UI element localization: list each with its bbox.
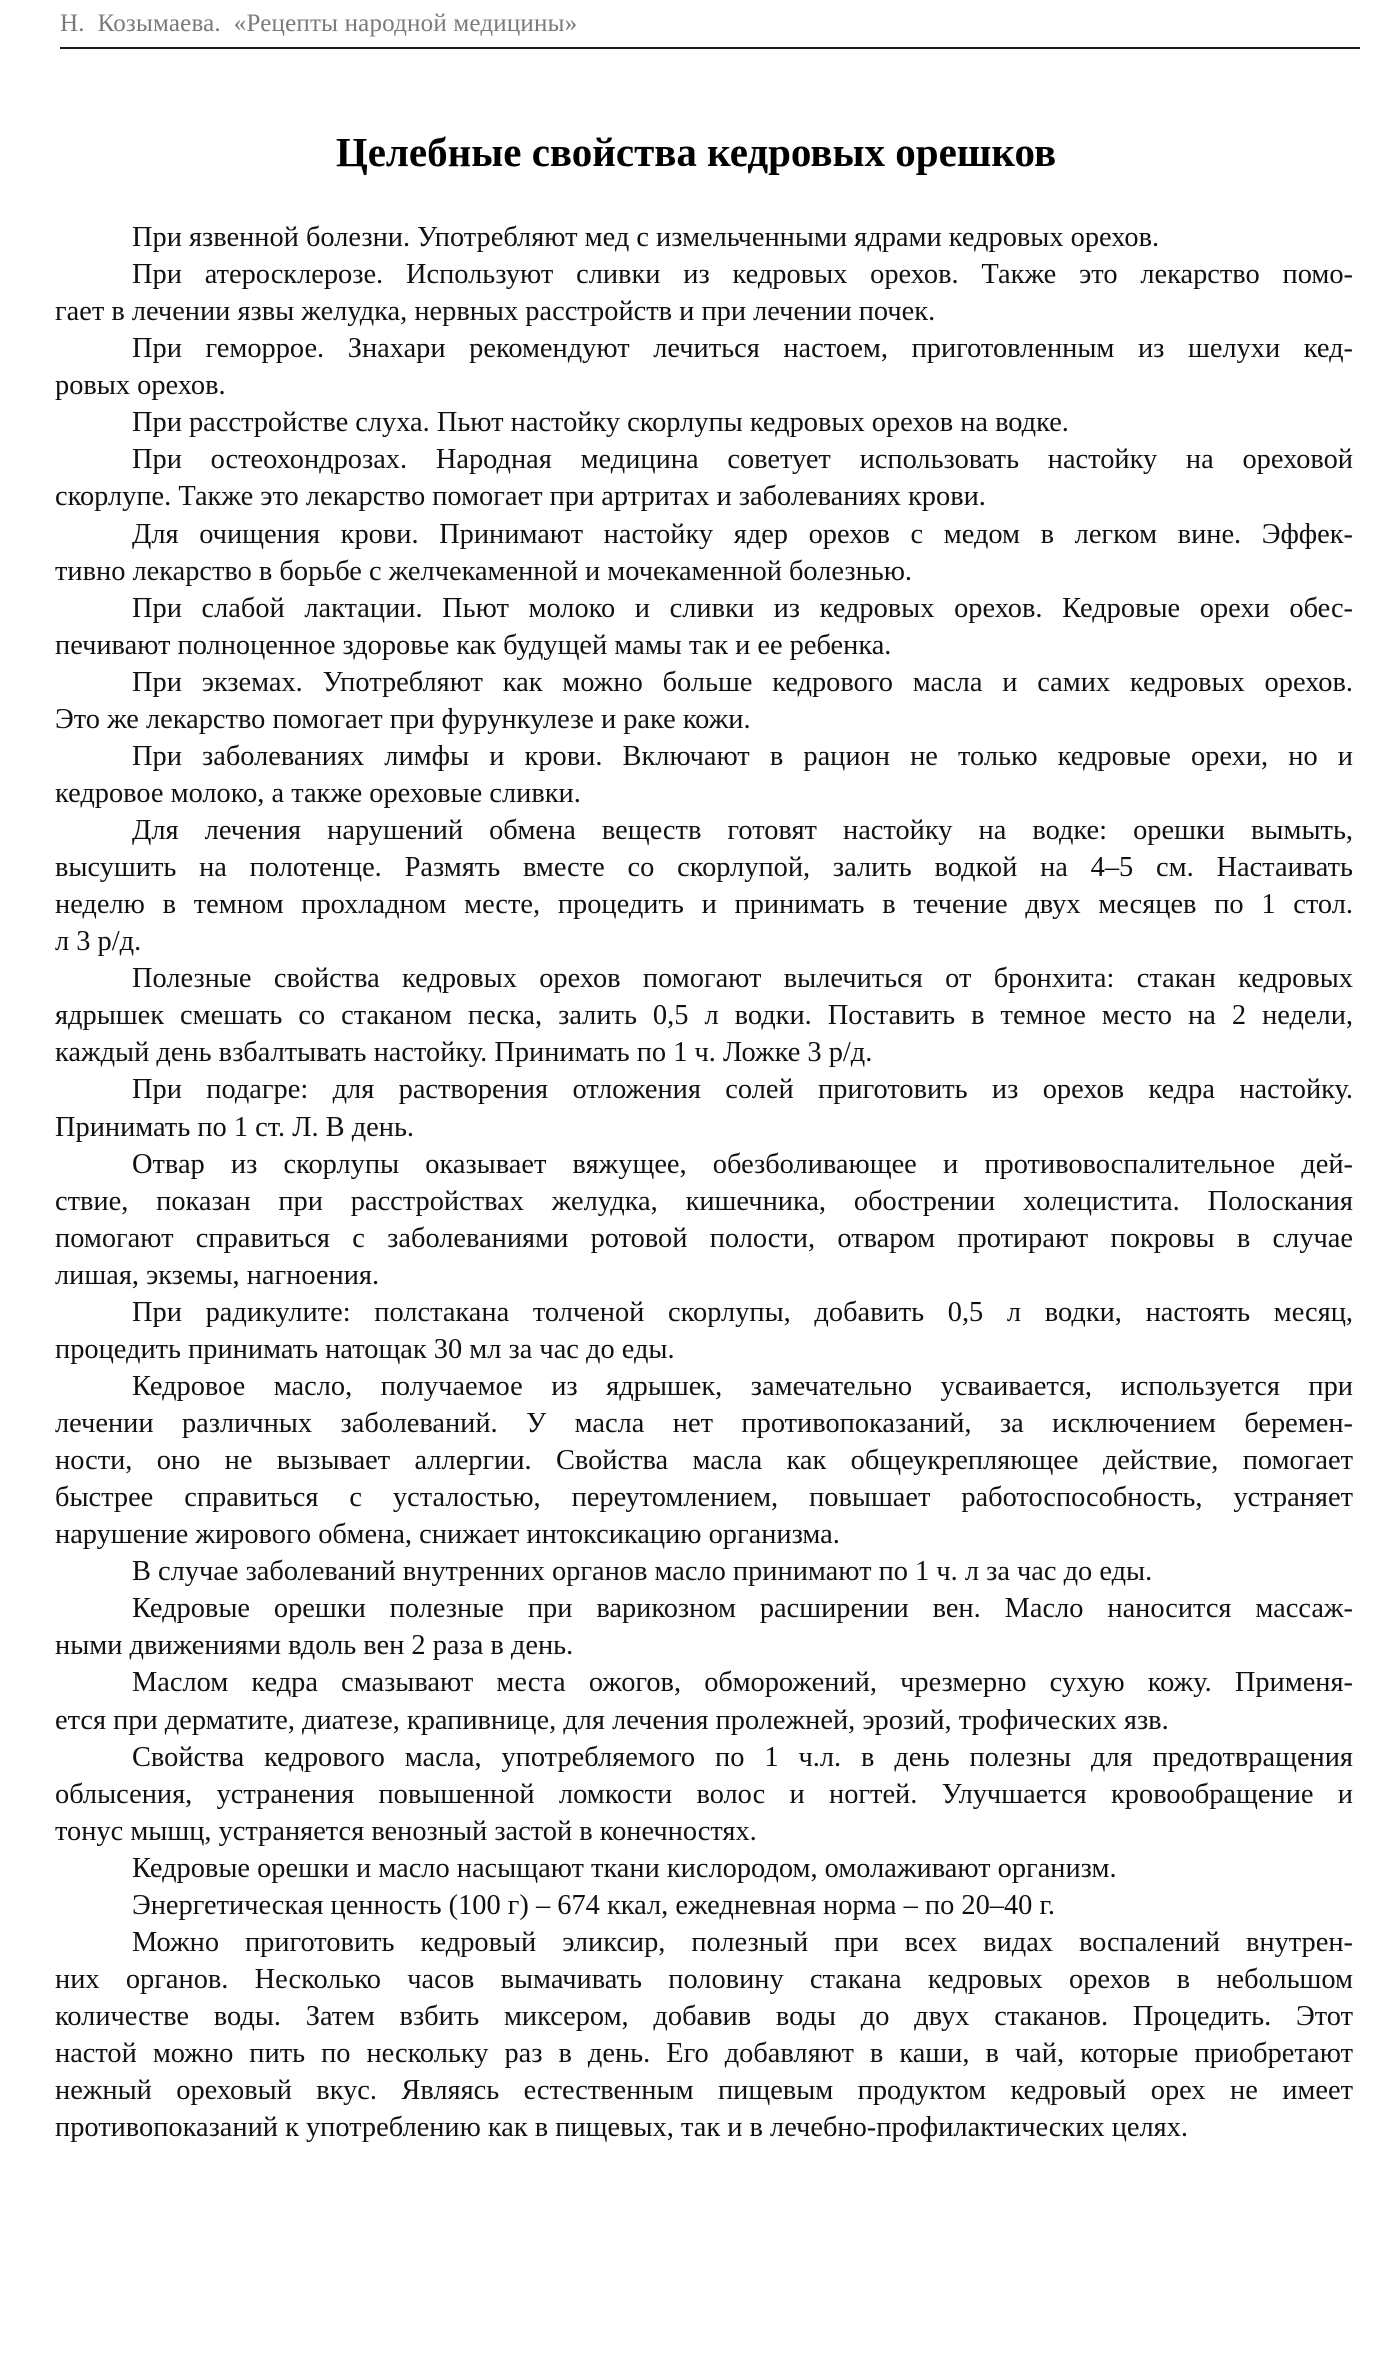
paragraph: [55, 219, 1353, 256]
paragraph: [55, 1850, 1353, 1887]
article-body: [55, 219, 1353, 2146]
paragraph: [55, 812, 1353, 960]
paragraph-line: л 3 р/д.: [55, 926, 142, 958]
paragraph: [55, 516, 1353, 590]
paragraph-line: тонус мышц, устраняется венозный застой в конечностях.: [55, 1815, 757, 1847]
running-header: Н. Козымаева. «Рецепты народной медицины»: [60, 10, 578, 37]
paragraph: [55, 1590, 1353, 1664]
paragraph: [55, 1553, 1353, 1590]
paragraph-line: Полезные свойства кедровых орехов помогают вылечиться от бронхита: стакан кедровых: [132, 963, 1353, 995]
paragraph: [55, 441, 1353, 515]
paragraph-line: Это же лекарство помогает при фурункулезе и раке кожи.: [55, 703, 751, 735]
paragraph-line: Можно приготовить кедровый эликсир, полезный при всех видах воспалений внутрен-: [132, 1926, 1353, 1958]
paragraph-line: ности, оно не вызывает аллергии. Свойства масла как общеукрепляющее действие, помогает: [55, 1445, 1353, 1477]
paragraph: [55, 960, 1353, 1071]
paragraph-line: ядрышек смешать со стаканом песка, залить 0,5 л водки. Поставить в темное место на 2 недели,: [55, 1000, 1353, 1032]
paragraph: [55, 1071, 1353, 1145]
paragraph-line: лечении различных заболеваний. У масла нет противопоказаний, за исключением беремен-: [55, 1408, 1353, 1439]
paragraph-line: Для лечения нарушений обмена веществ готовят настойку на водке: орешки вымыть,: [132, 815, 1353, 846]
paragraph-line: При атеросклерозе. Используют сливки из кедровых орехов. Также это лекарство помо-: [132, 259, 1353, 291]
paragraph-line: При заболеваниях лимфы и крови. Включают в рацион не только кедровые орехи, но и: [132, 740, 1353, 772]
paragraph-line: При геморрое. Знахари рекомендуют лечиться настоем, приготовленным из шелухи кед-: [132, 333, 1353, 365]
paragraph: [55, 664, 1353, 738]
page-title: Целебные свойства кедровых орешков: [335, 129, 1057, 175]
paragraph-line: В случае заболеваний внутренних органов масло принимают по 1 ч. л за час до еды.: [132, 1556, 1153, 1588]
paragraph-line: них органов. Несколько часов вымачивать половину стакана кедровых орехов в небольшом: [55, 1963, 1353, 1995]
paragraph-line: нарушение жирового обмена, снижает интоксикацию организма.: [55, 1519, 840, 1551]
paragraph-line: гает в лечении язвы желудка, нервных расстройств и при лечении почек.: [55, 296, 936, 328]
paragraph-line: При слабой лактации. Пьют молоко и сливки из кедровых орехов. Кедровые орехи обес-: [132, 592, 1353, 624]
paragraph-line: При остеохондрозах. Народная медицина советует использовать настойку на ореховой: [132, 444, 1353, 476]
paragraph-line: лишая, экземы, нагноения.: [55, 1259, 380, 1291]
paragraph-line: процедить принимать натощак 30 мл за час до еды.: [55, 1333, 675, 1365]
paragraph-line: нежный ореховый вкус. Являясь естественным пищевым продуктом кедровый орех не имеет: [55, 2075, 1353, 2107]
paragraph-line: Кедровое масло, получаемое из ядрышек, замечательно усваивается, используется при: [132, 1370, 1353, 1402]
paragraph-line: Кедровые орешки и масло насыщают ткани кислородом, омолаживают организм.: [132, 1852, 1117, 1884]
paragraph: [55, 256, 1353, 330]
paragraph-line: Свойства кедрового масла, употребляемого по 1 ч.л. в день полезны для предотвращения: [132, 1741, 1353, 1773]
paragraph: [55, 738, 1353, 812]
paragraph-line: тивно лекарство в борьбе с желчекаменной и мочекаменной болезнью.: [55, 555, 913, 587]
paragraph-line: облысения, устранения повышенной ломкости волос и ногтей. Улучшается кровообращение и: [55, 1778, 1353, 1810]
paragraph: [55, 1294, 1353, 1368]
paragraph-line: противопоказаний к употреблению как в пищевых, так и в лечебно-профилактических целях.: [55, 2112, 1189, 2144]
paragraph-line: При радикулите: полстакана толченой скорлупы, добавить 0,5 л водки, настоять месяц,: [132, 1296, 1353, 1328]
header-rule: [60, 47, 1360, 49]
paragraph-line: помогают справиться с заболеваниями ротовой полости, отваром протирают покровы в случае: [55, 1222, 1353, 1254]
paragraph: [55, 1368, 1353, 1553]
paragraph-line: печивают полноценное здоровье как будущей мамы так и ее ребенка.: [55, 629, 892, 661]
paragraph-line: Принимать по 1 ст. Л. В день.: [55, 1111, 414, 1143]
paragraph-line: Энергетическая ценность (100 г) – 674 ккал, ежедневная норма – по 20–40 г.: [132, 1889, 1056, 1921]
paragraph-line: Маслом кедра смазывают места ожогов, обморожений, чрезмерно сухую кожу. Применя-: [132, 1667, 1353, 1699]
paragraph-line: скорлупе. Также это лекарство помогает при артритах и заболеваниях крови.: [55, 481, 986, 513]
paragraph-line: ровых орехов.: [55, 370, 226, 402]
paragraph-line: неделю в темном прохладном месте, процедить и принимать в течение двух месяцев по 1 стол.: [55, 889, 1353, 921]
paragraph-line: При подагре: для растворения отложения солей приготовить из орехов кедра настойку.: [132, 1074, 1353, 1106]
paragraph-line: количестве воды. Затем взбить миксером, добавив воды до двух стаканов. Процедить. Этот: [55, 2001, 1353, 2032]
paragraph-line: каждый день взбалтывать настойку. Принимать по 1 ч. Ложке 3 р/д.: [55, 1037, 873, 1069]
paragraph-line: ствие, показан при расстройствах желудка, кишечника, обострении холецистита. Полоскания: [55, 1185, 1353, 1217]
paragraph-line: быстрее справиться с усталостью, переутомлением, повышает работоспособность, устраняет: [55, 1482, 1353, 1514]
paragraph-line: ется при дерматите, диатезе, крапивнице, для лечения пролежней, эрозий, трофических язв.: [55, 1704, 1169, 1736]
paragraph-line: Для очищения крови. Принимают настойку ядер орехов с медом в легком вине. Эффек-: [132, 518, 1353, 550]
paragraph: [55, 1887, 1353, 1924]
paragraph-line: ными движениями вдоль вен 2 раза в день.: [55, 1630, 574, 1662]
paragraph-line: высушить на полотенце. Размять вместе со скорлупой, залить водкой на 4–5 см. Настаивать: [55, 852, 1353, 884]
paragraph-line: кедровое молоко, а также ореховые сливки.: [55, 777, 581, 809]
paragraph-line: При язвенной болезни. Употребляют мед с измельченными ядрами кедровых орехов.: [132, 222, 1160, 253]
paragraph: [55, 1664, 1353, 1738]
paragraph-line: Отвар из скорлупы оказывает вяжущее, обезболивающее и противовоспалительное дей-: [132, 1148, 1353, 1180]
paragraph-line: При расстройстве слуха. Пьют настойку скорлупы кедровых орехов на водке.: [132, 407, 1069, 439]
paragraph-line: настой можно пить по нескольку раз в день. Его добавляют в каши, в чай, которые приобретают: [55, 2038, 1353, 2070]
paragraph: [55, 404, 1353, 441]
paragraph: [55, 1146, 1353, 1294]
paragraph: [55, 1924, 1353, 2146]
paragraph: [55, 590, 1353, 664]
paragraph: [55, 1739, 1353, 1850]
paragraph: [55, 330, 1353, 404]
paragraph-line: Кедровые орешки полезные при варикозном расширении вен. Масло наносится массаж-: [132, 1593, 1353, 1625]
paragraph-line: При экземах. Употребляют как можно больше кедрового масла и самих кедровых орехов.: [132, 666, 1353, 698]
